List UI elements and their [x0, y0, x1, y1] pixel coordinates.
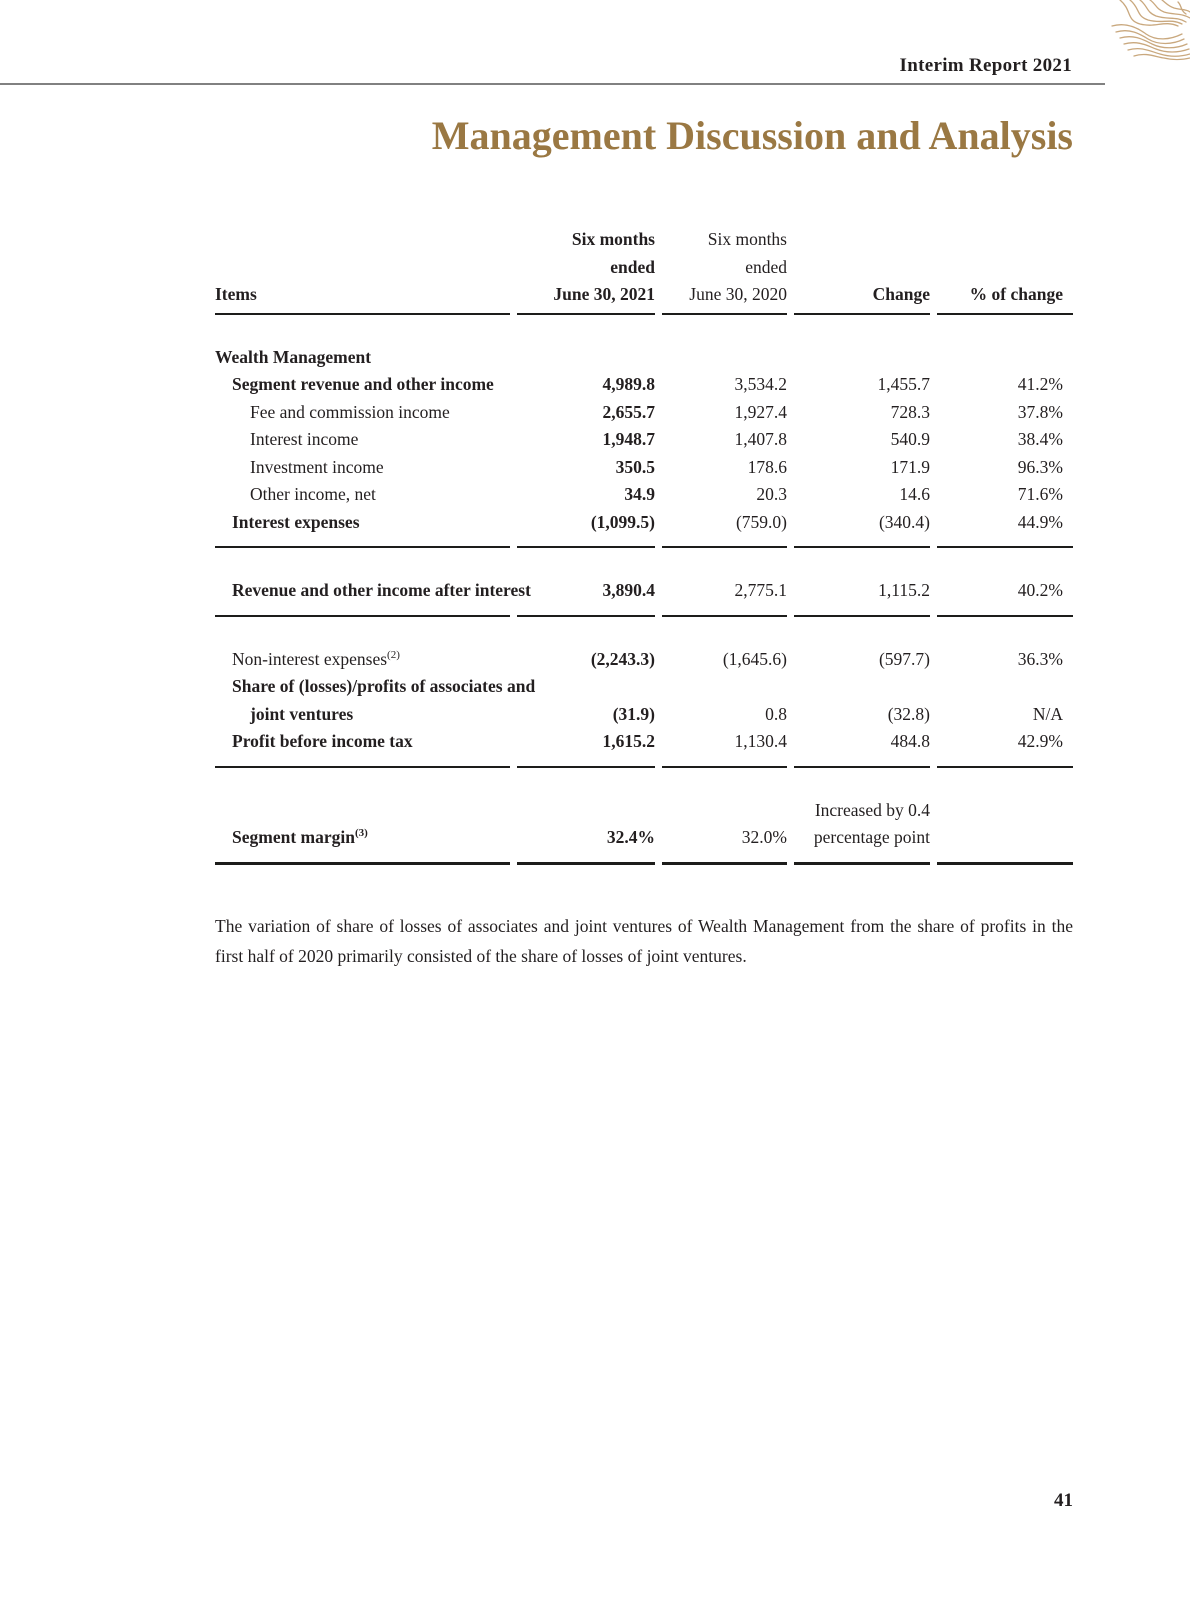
value-pct: 96.3%: [1017, 456, 1063, 477]
value-pct: N/A: [1032, 703, 1063, 724]
header-2021-line3: June 30, 2021: [517, 281, 655, 315]
header-2021-line2: ended: [610, 256, 655, 277]
row-label: Segment revenue and other income: [232, 374, 494, 394]
table-row: [215, 509, 1073, 549]
value-2021: (31.9): [612, 703, 655, 724]
value-2020: 2,775.1: [662, 548, 787, 617]
table-row: [215, 315, 1073, 372]
value-change: [794, 673, 930, 701]
value-2021: 350.5: [615, 456, 655, 477]
report-title: Interim Report 2021: [899, 55, 1072, 76]
value-2021: 1,948.7: [602, 429, 655, 449]
row-label: Interest income: [250, 429, 359, 449]
value-pct: 40.2%: [937, 548, 1073, 617]
value-change: 484.8: [794, 728, 930, 768]
row-label: Share of (losses)/profits of associates and: [232, 676, 536, 696]
header-spacer: [794, 226, 930, 254]
row-label: Other income, net: [250, 484, 376, 504]
value-pct: 71.6%: [1017, 484, 1063, 504]
row-label: Fee and commission income: [250, 401, 450, 422]
value-change: 540.9: [890, 429, 930, 449]
table-row: [215, 673, 1073, 701]
value-pct: 44.9%: [937, 509, 1073, 549]
value-2020: 178.6: [747, 456, 787, 477]
value-change: (597.7): [878, 648, 930, 669]
table-row: [215, 454, 1073, 482]
row-label: Investment income: [250, 456, 384, 477]
value-2020: 20.3: [756, 484, 787, 504]
value-2020: 1,130.4: [662, 728, 787, 768]
page-title: Management Discussion and Analysis: [431, 113, 1073, 158]
table-row: [215, 728, 1073, 768]
header-pct-change: % of change: [937, 281, 1073, 315]
table-row: [215, 371, 1073, 399]
value-change: (32.8): [887, 703, 930, 724]
financial-table: [208, 226, 1080, 865]
value-2020: [662, 315, 787, 372]
value-2020: 1,927.4: [734, 401, 787, 422]
header-spacer: [215, 254, 510, 282]
table-row: [215, 548, 1073, 617]
row-label: Non-interest expenses$^{(2)}$: [232, 648, 400, 669]
header-2021-line1: Six months: [571, 229, 655, 249]
row-label: Segment margin$^{(3)}$: [215, 768, 510, 865]
value-2021: [517, 673, 655, 701]
financial-table-body: [215, 315, 1073, 865]
value-2020: [662, 673, 787, 701]
value-pct: [937, 315, 1073, 372]
table-row: [215, 481, 1073, 509]
value-2021: (2,243.3): [590, 648, 655, 669]
value-pct: [937, 673, 1073, 701]
footnote-marker: (2): [387, 648, 400, 661]
row-label: Revenue and other income after interest: [215, 548, 510, 617]
value-2020: (1,645.6): [722, 648, 787, 669]
value-2021: 4,989.8: [602, 374, 655, 394]
value-pct: 42.9%: [937, 728, 1073, 768]
table-row: [215, 768, 1073, 865]
header-2020-line3: June 30, 2020: [662, 281, 787, 315]
footnote-marker: (3): [354, 827, 368, 840]
value-2021: 2,655.7: [602, 401, 655, 422]
value-pct: 41.2%: [1017, 374, 1063, 394]
value-2021: 34.9: [624, 484, 655, 504]
value-change: (340.4): [794, 509, 930, 549]
value-pct: 36.3%: [1017, 648, 1063, 669]
value-2021: 32.4%: [517, 768, 655, 865]
table-row: [215, 399, 1073, 427]
value-change: 1,115.2: [794, 548, 930, 617]
value-2020: 3,534.2: [734, 374, 787, 394]
financial-table-header: [215, 226, 1073, 315]
row-label: joint ventures: [250, 703, 354, 724]
header-2020-line2: ended: [745, 256, 787, 277]
value-2021: [517, 315, 655, 372]
value-pct: 37.8%: [1017, 401, 1063, 422]
page-header: [0, 0, 1105, 85]
header-2020-line1: Six months: [707, 229, 787, 249]
value-2020: 32.0%: [662, 768, 787, 865]
value-2021: 3,890.4: [517, 548, 655, 617]
header-spacer: [937, 254, 1073, 282]
header-spacer: [937, 226, 1073, 254]
table-row: [215, 426, 1073, 454]
page-number: 41: [1054, 1490, 1073, 1511]
value-change: 171.9: [890, 456, 930, 477]
value-change: Increased by 0.4 percentage point: [794, 768, 930, 865]
value-change: 1,455.7: [877, 374, 930, 394]
table-row: [215, 701, 1073, 729]
value-2020: 0.8: [765, 703, 787, 724]
value-2020: 1,407.8: [734, 429, 787, 449]
value-change: [794, 315, 930, 372]
value-pct: [937, 768, 1073, 865]
row-label: Profit before income tax: [215, 728, 510, 768]
row-label: Wealth Management: [215, 346, 372, 367]
value-change: 728.3: [890, 401, 930, 422]
value-pct: 38.4%: [1017, 429, 1063, 449]
value-2021: 1,615.2: [517, 728, 655, 768]
row-label: Interest expenses: [215, 509, 510, 549]
body-paragraph: The variation of share of losses of associates and joint ventures of Wealth Management from the share of profits in the first half of 2020 primarily consisted of the share of losses of joint ventures.: [215, 915, 1073, 966]
table-row: [215, 617, 1073, 674]
value-change: 14.6: [899, 484, 930, 504]
header-spacer: [215, 226, 510, 254]
header-items: Items: [215, 281, 510, 315]
value-2021: (1,099.5): [517, 509, 655, 549]
header-change: Change: [794, 281, 930, 315]
value-2020: (759.0): [662, 509, 787, 549]
header-spacer: [794, 254, 930, 282]
